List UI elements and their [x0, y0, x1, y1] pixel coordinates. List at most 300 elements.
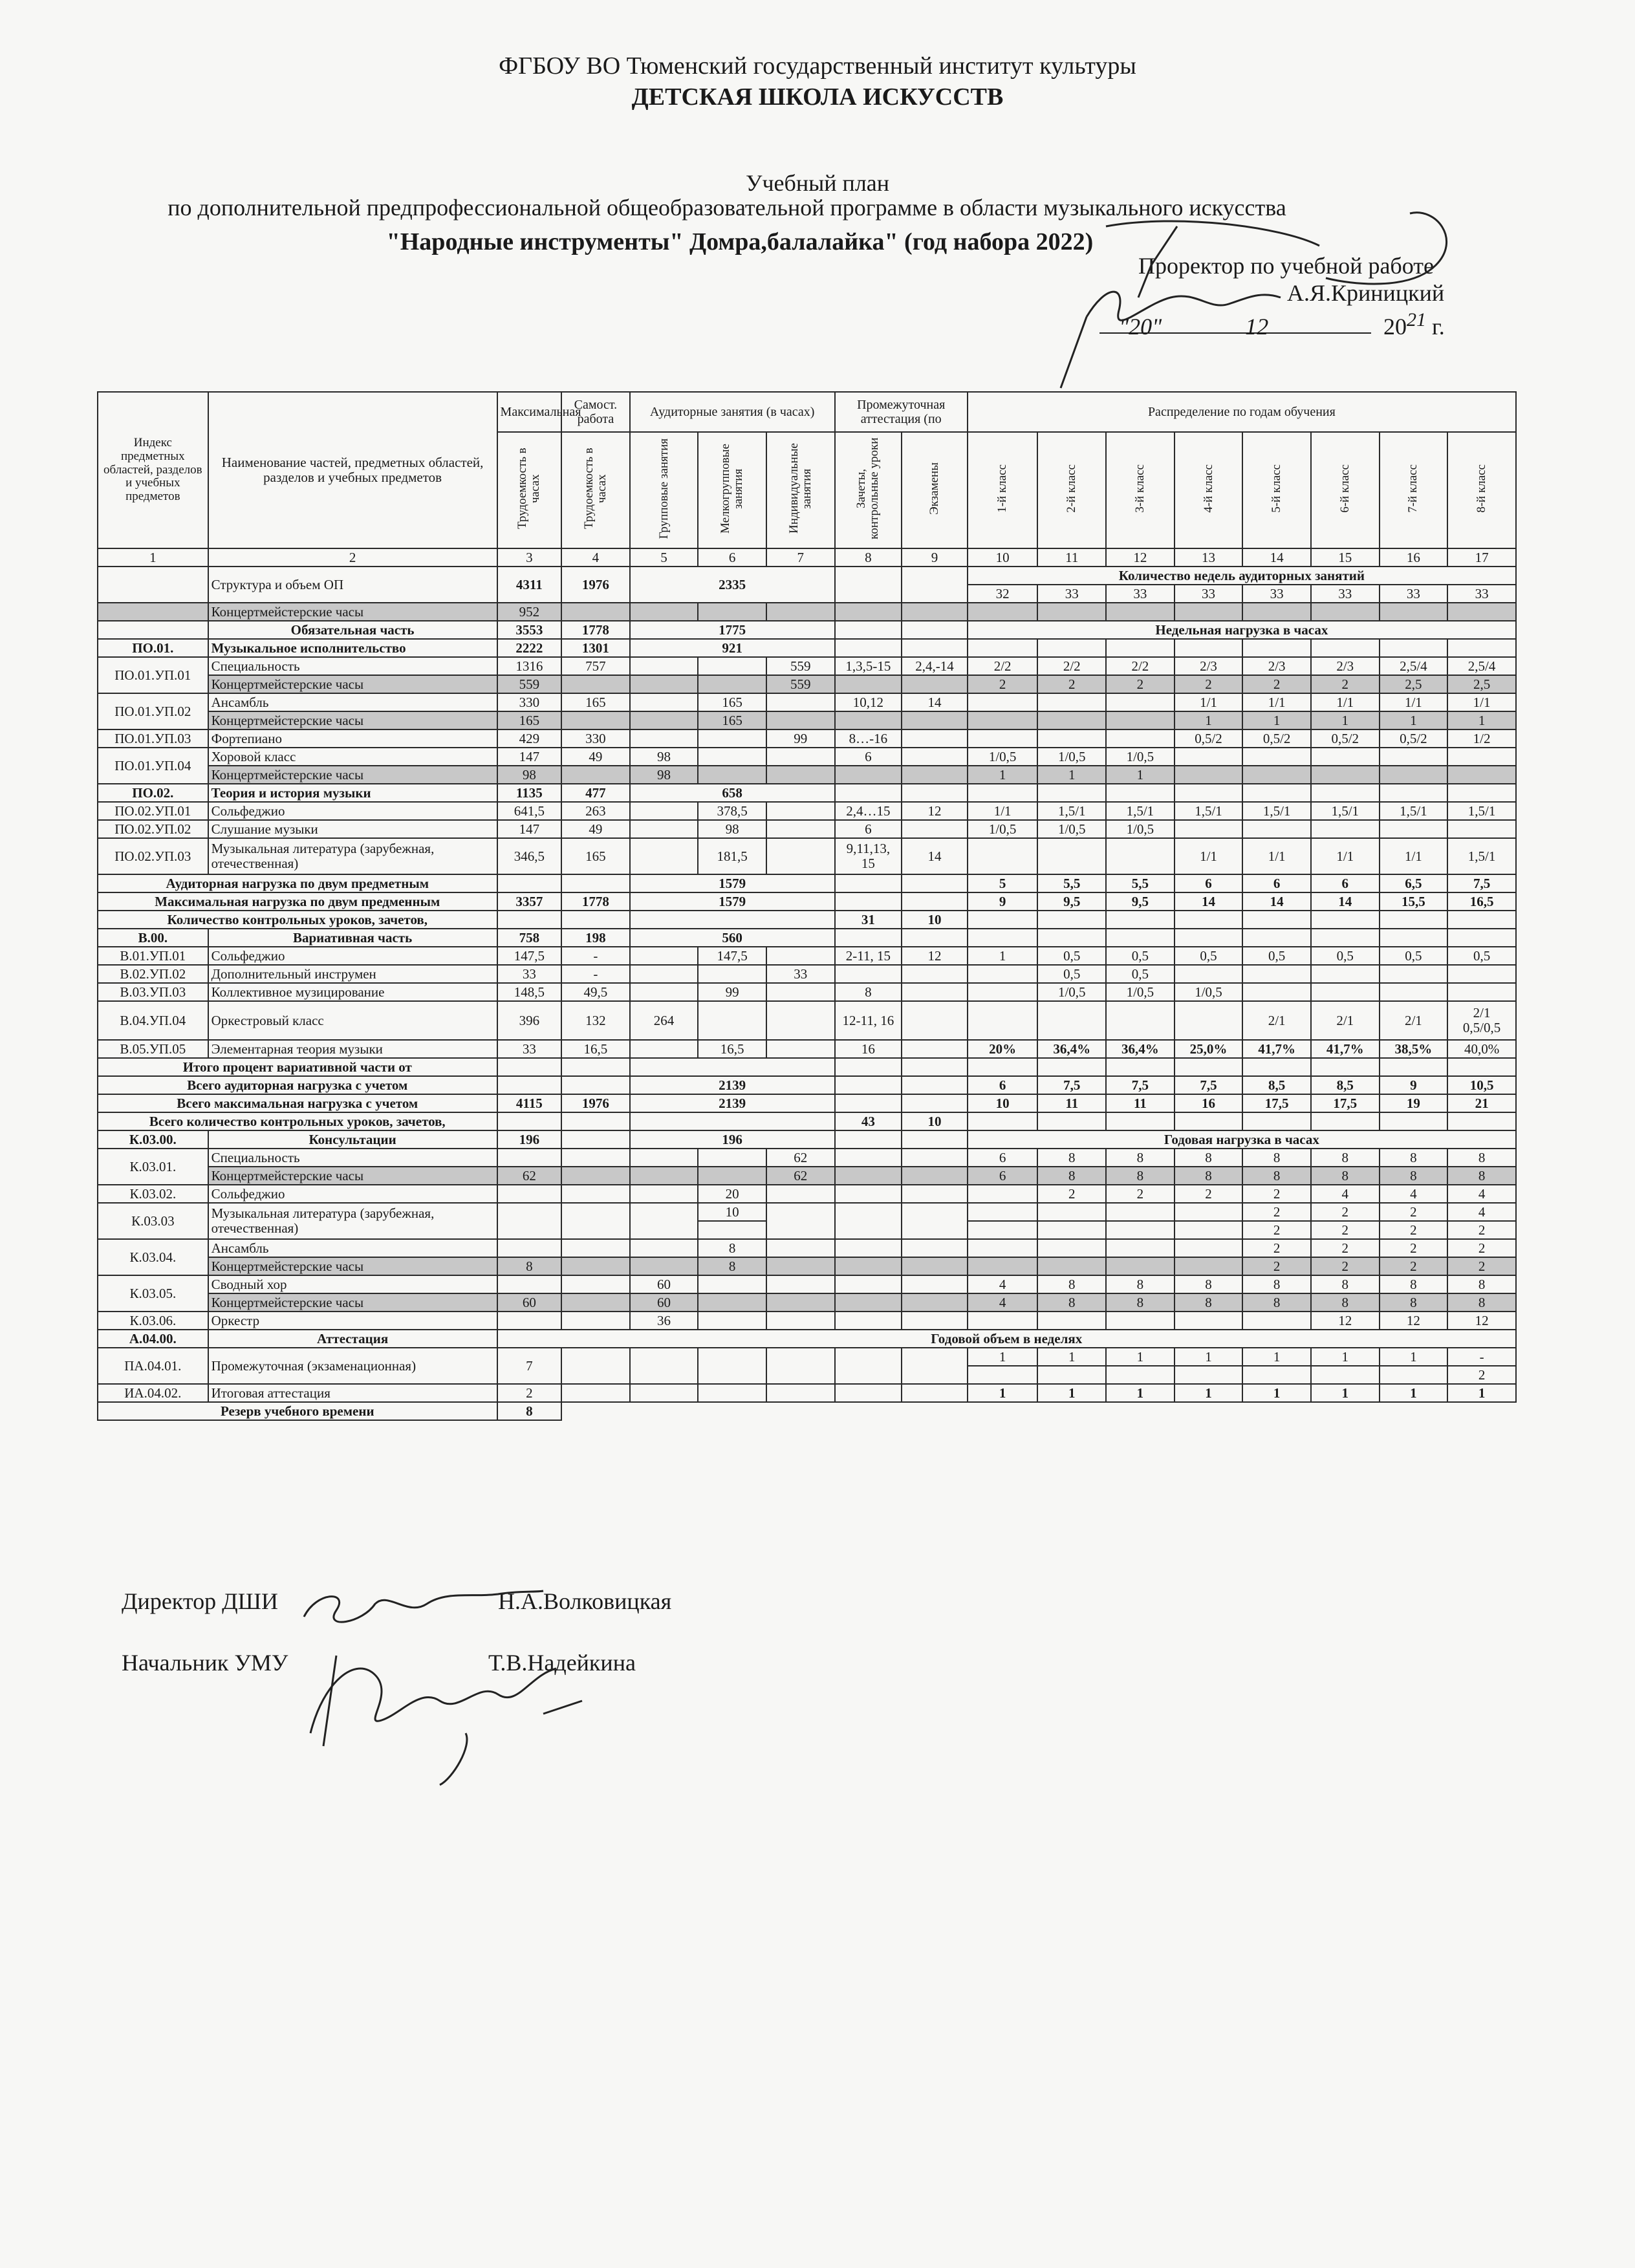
cell: ПО.01.УП.03: [98, 729, 208, 748]
struct-label: Структура и объем ОП: [208, 567, 497, 603]
date-month: 12: [1245, 314, 1269, 340]
colnum: 12: [1106, 548, 1175, 567]
cell: ПО.02.: [98, 784, 208, 802]
cell: 2/2: [968, 657, 1038, 675]
cell: 9: [968, 892, 1038, 911]
cell: 0,5: [1311, 947, 1380, 965]
att-header: Промежуточная аттестация (по: [835, 392, 968, 432]
cell: 1/0,5: [1037, 983, 1106, 1001]
cell: 60: [497, 1293, 562, 1312]
colnum: 11: [1037, 548, 1106, 567]
cell: 2,5: [1380, 675, 1448, 693]
cell: 429: [497, 729, 562, 748]
cell: 0,5/2: [1380, 729, 1448, 748]
cell: 31: [835, 911, 902, 929]
cell: 49: [561, 748, 630, 766]
yearly-weeks-label: Годовой объем в неделях: [497, 1330, 1516, 1348]
org-name: ФГБОУ ВО Тюменский государственный институт культуры: [499, 52, 1136, 80]
cell: 12: [1380, 1312, 1448, 1330]
cell: 6: [1311, 874, 1380, 892]
cell: 0,5: [1242, 947, 1311, 965]
cell: 8: [835, 983, 902, 1001]
cell: 8: [698, 1257, 766, 1275]
cell: 658: [630, 784, 835, 802]
cell: 2: [1242, 1221, 1311, 1239]
cell: 19: [1380, 1094, 1448, 1112]
cell: 9,5: [1037, 892, 1106, 911]
cell: 2: [1106, 675, 1175, 693]
cell: 1: [968, 766, 1038, 784]
cell: 2: [1311, 1221, 1380, 1239]
colnum: 16: [1380, 548, 1448, 567]
cell: 20%: [968, 1040, 1038, 1058]
vert-header: 5-й класс: [1270, 464, 1284, 513]
cell: 330: [497, 693, 562, 711]
column-numbers-row: [98, 548, 1516, 567]
table-row: [98, 1402, 1516, 1420]
cell: 8: [1037, 1293, 1106, 1312]
cell: 6: [968, 1076, 1038, 1094]
cell: 2: [1175, 1185, 1243, 1203]
cell: 1135: [497, 784, 562, 802]
cell: 2: [1380, 1221, 1448, 1239]
cell: Итого процент вариативной части от: [98, 1058, 497, 1076]
max-header: Максимальная: [497, 392, 562, 432]
vert-header: 8-й класс: [1475, 464, 1489, 513]
cell: 2139: [630, 1094, 835, 1112]
cell: 559: [766, 657, 835, 675]
cell: 8: [497, 1402, 562, 1420]
cell: 2: [1106, 1185, 1175, 1203]
cell: 0,5: [1037, 965, 1106, 983]
cell: Концертмейстерские часы: [208, 711, 497, 729]
cell: Оркестр: [208, 1312, 497, 1330]
table-row: [98, 621, 1516, 639]
cell: 1: [968, 1384, 1038, 1402]
cell: К.03.02.: [98, 1185, 208, 1203]
colnum: 13: [1175, 548, 1243, 567]
cell: 5,5: [1037, 874, 1106, 892]
cell: 8: [1037, 1149, 1106, 1167]
cell: Сольфеджио: [208, 947, 497, 965]
table-row: [98, 1203, 1516, 1221]
cell: Теория и история музыки: [208, 784, 497, 802]
cell: В.03.УП.03: [98, 983, 208, 1001]
table-row: [98, 1330, 1516, 1348]
cell: 1/1: [1380, 838, 1448, 874]
cell: 12: [1311, 1312, 1380, 1330]
cell: 2,5/4: [1447, 657, 1516, 675]
cell: 2,4…15: [835, 802, 902, 820]
cell: К.03.01.: [98, 1149, 208, 1185]
cell: 14: [1242, 892, 1311, 911]
cell: 2: [1242, 1257, 1311, 1275]
cell: 165: [497, 711, 562, 729]
cell: 8: [1106, 1275, 1175, 1293]
cell: 40,0%: [1447, 1040, 1516, 1058]
cell: К.03.06.: [98, 1312, 208, 1330]
cell: 98: [630, 748, 698, 766]
cell: 1/2: [1447, 729, 1516, 748]
date-day: "20": [1119, 314, 1162, 340]
cell: 1976: [561, 1094, 630, 1112]
cell: 8: [1242, 1275, 1311, 1293]
cell: 2: [1447, 1366, 1516, 1384]
cell: ПА.04.01.: [98, 1348, 208, 1384]
cell: 4115: [497, 1094, 562, 1112]
yearly-load-label: Годовая нагрузка в часах: [968, 1130, 1516, 1149]
cell: 8,5: [1311, 1076, 1380, 1094]
cell: 264: [630, 1001, 698, 1040]
table-row: [98, 1312, 1516, 1330]
cell: 559: [497, 675, 562, 693]
vert-header: 4-й класс: [1201, 464, 1215, 513]
cell: 8: [1380, 1275, 1448, 1293]
cell: Резерв учебного времени: [98, 1402, 497, 1420]
cell: 147: [497, 748, 562, 766]
cell: 41,7%: [1311, 1040, 1380, 1058]
cell: 1: [1037, 1348, 1106, 1366]
cell: 2/3: [1311, 657, 1380, 675]
cell: 8: [1447, 1167, 1516, 1185]
table-row: [98, 639, 1516, 657]
cell: 36,4%: [1106, 1040, 1175, 1058]
cell: 2: [1175, 675, 1243, 693]
cell: 263: [561, 802, 630, 820]
cell: 36: [630, 1312, 698, 1330]
cell: 4311: [497, 567, 562, 603]
table-row: [98, 1167, 1516, 1185]
table-row: [98, 820, 1516, 838]
cell: 32: [968, 585, 1038, 603]
cell: 641,5: [497, 802, 562, 820]
cell: Ансамбль: [208, 1239, 497, 1257]
table-row: [98, 965, 1516, 983]
cell: 14: [902, 838, 968, 874]
cell: 1: [1242, 1384, 1311, 1402]
cell: 25,0%: [1175, 1040, 1243, 1058]
cell: Максимальная нагрузка по двум предменным: [98, 892, 497, 911]
cell: 17,5: [1311, 1094, 1380, 1112]
cell: Всего аудиторная нагрузка с учетом: [98, 1076, 497, 1094]
cell: 2: [1242, 1185, 1311, 1203]
cell: 8: [1311, 1275, 1380, 1293]
cell: 10: [698, 1203, 766, 1221]
cell: 16: [1175, 1094, 1243, 1112]
cell: 952: [497, 603, 562, 621]
cell: 8,5: [1242, 1076, 1311, 1094]
cell: 60: [630, 1275, 698, 1293]
table-row: [98, 1348, 1516, 1366]
cell: 8: [1380, 1293, 1448, 1312]
table-row: [98, 693, 1516, 711]
cell: 8: [1242, 1149, 1311, 1167]
cell: Музыкальная литература (зарубежная, отечественная): [208, 838, 497, 874]
cell: 2: [1447, 1257, 1516, 1275]
cell: 1778: [561, 621, 630, 639]
cell: 99: [698, 983, 766, 1001]
cell: 758: [497, 929, 562, 947]
table-row: [98, 766, 1516, 784]
cell: 98: [497, 766, 562, 784]
cell: 8: [1106, 1167, 1175, 1185]
cell: 2: [1380, 1257, 1448, 1275]
cell: 2: [1311, 675, 1380, 693]
cell: 148,5: [497, 983, 562, 1001]
cell: 6: [835, 748, 902, 766]
vert-header: Трудоемкость в часах: [515, 448, 543, 530]
cell: 10: [902, 1112, 968, 1130]
cell: К.03.05.: [98, 1275, 208, 1312]
cell: 11: [1106, 1094, 1175, 1112]
cell: 147,5: [497, 947, 562, 965]
umu-signature: [298, 1617, 608, 1791]
cell: 2/1 0,5/0,5: [1447, 1001, 1516, 1040]
table-row: [98, 802, 1516, 820]
cell: 33: [1242, 585, 1311, 603]
cell: 11: [1037, 1094, 1106, 1112]
cell: 1/0,5: [1037, 820, 1106, 838]
cell: 8…-16: [835, 729, 902, 748]
cell: 921: [630, 639, 835, 657]
cell: 4: [1380, 1185, 1448, 1203]
self-header: Самост. работа: [561, 392, 630, 432]
cell: 2: [1037, 675, 1106, 693]
cell: Всего максимальная нагрузка с учетом: [98, 1094, 497, 1112]
vert-header: Трудоемкость в часах: [581, 448, 609, 530]
cell: 33: [766, 965, 835, 983]
cell: 165: [561, 838, 630, 874]
colnum: 1: [98, 548, 208, 567]
cell: 1/1: [1447, 693, 1516, 711]
cell: Оркестровый класс: [208, 1001, 497, 1040]
cell: 1: [1311, 1384, 1380, 1402]
cell: 1976: [561, 567, 630, 603]
cell: 1: [1311, 711, 1380, 729]
cell: 181,5: [698, 838, 766, 874]
cell: 14: [902, 693, 968, 711]
cell: 8: [1106, 1149, 1175, 1167]
cell: ПО.01.УП.04: [98, 748, 208, 784]
table-row: [98, 675, 1516, 693]
cell: 2: [1037, 1185, 1106, 1203]
cell: 6: [1175, 874, 1243, 892]
cell: 2139: [630, 1076, 835, 1094]
cell: 8: [1380, 1167, 1448, 1185]
cell: Хоровой класс: [208, 748, 497, 766]
cell: 1: [1175, 1348, 1243, 1366]
cell: 8: [1380, 1149, 1448, 1167]
table-row: [98, 947, 1516, 965]
cell: 1/0,5: [1037, 748, 1106, 766]
cell: 62: [497, 1167, 562, 1185]
colnum: 7: [766, 548, 835, 567]
cell: 1: [1037, 766, 1106, 784]
cell: ПО.01.УП.02: [98, 693, 208, 729]
table-row: [98, 1058, 1516, 1076]
cell: 62: [766, 1149, 835, 1167]
cell: 16,5: [698, 1040, 766, 1058]
cell: 9,5: [1106, 892, 1175, 911]
cell: 38,5%: [1380, 1040, 1448, 1058]
cell: ПО.01.УП.01: [98, 657, 208, 693]
cell: 8: [1242, 1167, 1311, 1185]
cell: 1,5/1: [1447, 802, 1516, 820]
cell: 2,5: [1447, 675, 1516, 693]
cell: 2: [1242, 1203, 1311, 1221]
table-row: [98, 1275, 1516, 1293]
document-subtitle: по дополнительной предпрофессиональной общеобразовательной программе в области музыкального искусства: [168, 195, 1286, 221]
cell: ПО.02.УП.02: [98, 820, 208, 838]
cell: Количество контрольных уроков, зачетов,: [98, 911, 497, 929]
cell: -: [1447, 1348, 1516, 1366]
cell: 12: [902, 947, 968, 965]
cell: 1775: [630, 621, 835, 639]
cell: 346,5: [497, 838, 562, 874]
cell: 10,12: [835, 693, 902, 711]
cell: 2: [1447, 1239, 1516, 1257]
cell: 1778: [561, 892, 630, 911]
vert-header: Мелкогрупповые занятия: [719, 444, 746, 534]
cell: 1: [1447, 711, 1516, 729]
cell: 2335: [630, 567, 835, 603]
cell: Сводный хор: [208, 1275, 497, 1293]
vert-header: 6-й класс: [1337, 464, 1352, 513]
cell: 7: [497, 1348, 562, 1384]
cell: 21: [1447, 1094, 1516, 1112]
cell: 1/0,5: [1106, 983, 1175, 1001]
cell: 1: [1242, 1348, 1311, 1366]
cell: А.04.00.: [98, 1330, 208, 1348]
table-row: [98, 784, 1516, 802]
cell: 49,5: [561, 983, 630, 1001]
cell: 12-11, 16: [835, 1001, 902, 1040]
table-row: [98, 657, 1516, 675]
cell: 41,7%: [1242, 1040, 1311, 1058]
cell: К.03.00.: [98, 1130, 208, 1149]
cell: Концертмейстерские часы: [208, 675, 497, 693]
cell: В.04.УП.04: [98, 1001, 208, 1040]
cell: Музыкальная литература (зарубежная, отечественная): [208, 1203, 497, 1239]
cell: 757: [561, 657, 630, 675]
table-row: [98, 1076, 1516, 1094]
cell: 33: [1380, 585, 1448, 603]
cell: 1,5/1: [1175, 802, 1243, 820]
cell: 4: [1447, 1185, 1516, 1203]
cell: 7,5: [1447, 874, 1516, 892]
cell: 2/2: [1106, 657, 1175, 675]
cell: Слушание музыки: [208, 820, 497, 838]
cell: 0,5: [1380, 947, 1448, 965]
cell: 0,5: [1447, 947, 1516, 965]
cell: 6,5: [1380, 874, 1448, 892]
cell: 99: [766, 729, 835, 748]
cell: 3553: [497, 621, 562, 639]
cell: 2: [1242, 1239, 1311, 1257]
cell: 1/1: [1242, 693, 1311, 711]
cell: 6: [835, 820, 902, 838]
cell: 2: [1311, 1239, 1380, 1257]
cell: 196: [497, 1130, 562, 1149]
cell: 1/0,5: [1175, 983, 1243, 1001]
cell: 1: [968, 947, 1038, 965]
colnum: 14: [1242, 548, 1311, 567]
cell: 2,4,-14: [902, 657, 968, 675]
cell: Концертмейстерские часы: [208, 1257, 497, 1275]
cell: Дополнительный инструмен: [208, 965, 497, 983]
cell: 33: [1037, 585, 1106, 603]
vert-header: 7-й класс: [1406, 464, 1420, 513]
cell: 1: [1175, 1384, 1243, 1402]
table-row: [98, 929, 1516, 947]
cell: 196: [630, 1130, 835, 1149]
cell: 1/0,5: [968, 820, 1038, 838]
cell: 16: [835, 1040, 902, 1058]
cell: 1: [1311, 1348, 1380, 1366]
cell: В.05.УП.05: [98, 1040, 208, 1058]
table-row: [98, 892, 1516, 911]
table-row: [98, 874, 1516, 892]
cell: 1316: [497, 657, 562, 675]
cell: 12: [1447, 1312, 1516, 1330]
cell: 17,5: [1242, 1094, 1311, 1112]
cell: 8: [1037, 1167, 1106, 1185]
cell: 8: [1311, 1293, 1380, 1312]
cell: Консультации: [208, 1130, 497, 1149]
cell: Сольфеджио: [208, 1185, 497, 1203]
cell: 2: [1380, 1239, 1448, 1257]
cell: Концертмейстерские часы: [208, 1293, 497, 1312]
table-row: [98, 983, 1516, 1001]
cell: 6: [968, 1149, 1038, 1167]
cell: 2: [1380, 1203, 1448, 1221]
colnum: 8: [835, 548, 902, 567]
header-row-1: [98, 392, 1516, 432]
cell: 1579: [630, 892, 835, 911]
cell: 5,5: [1106, 874, 1175, 892]
cell: 98: [698, 820, 766, 838]
vert-header: 1-й класс: [995, 464, 1010, 513]
cell: Концертмейстерские часы: [208, 603, 497, 621]
cell: 8: [698, 1239, 766, 1257]
cell: 0,5/2: [1311, 729, 1380, 748]
cell: Музыкальное исполнительство: [208, 639, 497, 657]
cell: 1,5/1: [1447, 838, 1516, 874]
cell: 0,5: [1106, 965, 1175, 983]
cell: Аттестация: [208, 1330, 497, 1348]
cell: 8: [1175, 1275, 1243, 1293]
cell: Сольфеджио: [208, 802, 497, 820]
cell: 36,4%: [1037, 1040, 1106, 1058]
colnum: 3: [497, 548, 562, 567]
cell: 1,5/1: [1311, 802, 1380, 820]
table-row: [98, 838, 1516, 874]
table-row: [98, 1094, 1516, 1112]
cell: ПО.02.УП.03: [98, 838, 208, 874]
cell: 1,5/1: [1106, 802, 1175, 820]
cell: 8: [1175, 1293, 1243, 1312]
approver-name: А.Я.Криницкий: [1287, 280, 1445, 306]
dist-header: Распределение по годам обучения: [968, 392, 1516, 432]
cell: 33: [1447, 585, 1516, 603]
vert-header: 2-й класс: [1065, 464, 1079, 513]
cell: 15,5: [1380, 892, 1448, 911]
colnum: 5: [630, 548, 698, 567]
cell: 2/2: [1037, 657, 1106, 675]
cell: 4: [968, 1275, 1038, 1293]
cell: 1/1: [1380, 693, 1448, 711]
cell: 132: [561, 1001, 630, 1040]
